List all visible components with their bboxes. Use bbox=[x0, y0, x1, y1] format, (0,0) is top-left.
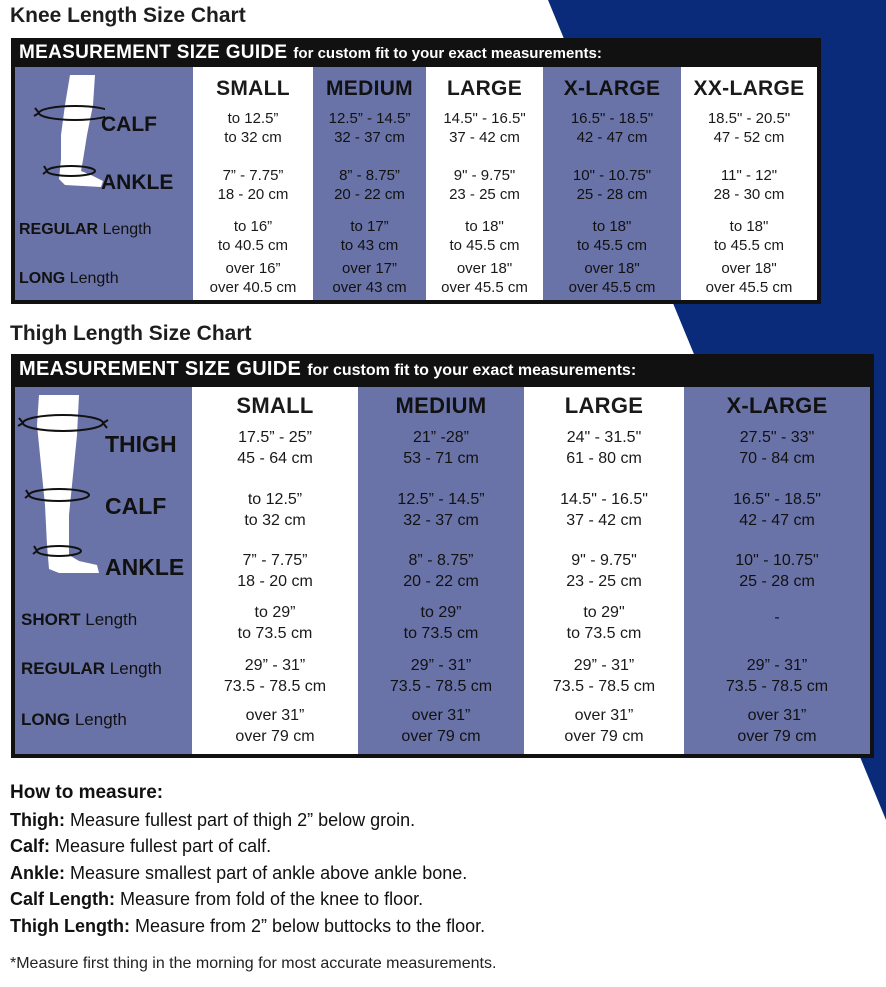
knee-regular-bold: REGULAR bbox=[19, 221, 99, 238]
knee-size-name: X-LARGE bbox=[563, 77, 661, 100]
thigh-size-name: X-LARGE bbox=[726, 393, 828, 418]
thigh-cell-long: over 31” over 79 cm bbox=[401, 707, 481, 745]
knee-label-column bbox=[15, 67, 193, 300]
thigh-cell-ankle: 9" - 9.75" 23 - 25 cm bbox=[566, 552, 642, 590]
knee-row-label-long bbox=[19, 270, 119, 288]
thigh-size-name: SMALL bbox=[236, 393, 314, 418]
thigh-row-label-short bbox=[21, 610, 137, 630]
knee-column-xx-large bbox=[681, 67, 817, 300]
thigh-cell-regular: 29” - 31” 73.5 - 78.5 cm bbox=[389, 657, 493, 695]
thigh-long-bold: LONG bbox=[21, 710, 71, 729]
knee-cell-regular: to 16” to 40.5 cm bbox=[217, 218, 289, 254]
knee-cell-ankle: 7” - 7.75” 18 - 20 cm bbox=[217, 167, 289, 203]
knee-regular-length-word: Length bbox=[102, 221, 152, 238]
knee-cell-regular: to 18" to 45.5 cm bbox=[449, 218, 520, 254]
thigh-cell-ankle: 7” - 7.75” 18 - 20 cm bbox=[237, 552, 313, 590]
thigh-cell-thigh: 17.5” - 25” 45 - 64 cm bbox=[237, 429, 313, 467]
knee-cell-ankle: 8” - 8.75” 20 - 22 cm bbox=[334, 167, 405, 203]
thigh-label-column bbox=[15, 387, 192, 754]
knee-size-name: MEDIUM bbox=[326, 77, 413, 100]
knee-size-name: SMALL bbox=[216, 77, 290, 100]
thigh-column-x-large bbox=[684, 387, 870, 754]
thigh-column-medium bbox=[358, 387, 524, 754]
knee-cell-long: over 17” over 43 cm bbox=[332, 260, 407, 296]
thigh-chart-title: Thigh Length Size Chart bbox=[10, 322, 252, 345]
thigh-chart-header bbox=[19, 358, 636, 381]
thigh-short-length-word: Length bbox=[85, 610, 138, 629]
thigh-header-main: MEASUREMENT SIZE GUIDE bbox=[19, 358, 302, 380]
thigh-row-label-regular bbox=[21, 659, 162, 679]
how-to-item: Ankle: Measure smallest part of ankle above ankle bone. bbox=[10, 862, 468, 883]
thigh-column-large bbox=[524, 387, 684, 754]
knee-column-small bbox=[193, 67, 313, 300]
thigh-long-length-word: Length bbox=[74, 710, 127, 729]
knee-column-large bbox=[426, 67, 543, 300]
how-to-item: Calf: Measure fullest part of calf. bbox=[10, 836, 272, 856]
thigh-cell-calf: 12.5” - 14.5” 32 - 37 cm bbox=[397, 491, 485, 529]
thigh-cell-thigh: 21” -28” 53 - 71 cm bbox=[403, 429, 479, 467]
thigh-leg-icon bbox=[17, 395, 113, 585]
knee-long-bold: LONG bbox=[19, 270, 66, 287]
knee-row-label-calf: CALF bbox=[101, 113, 157, 136]
footnote: *Measure first thing in the morning for most accurate measurements. bbox=[10, 955, 497, 972]
knee-cell-long: over 18" over 45.5 cm bbox=[441, 260, 528, 296]
knee-cell-calf: 14.5" - 16.5" 37 - 42 cm bbox=[443, 110, 526, 146]
thigh-cell-short: to 29” to 73.5 cm bbox=[237, 604, 313, 642]
knee-chart-title: Knee Length Size Chart bbox=[10, 4, 246, 27]
thigh-regular-bold: REGULAR bbox=[21, 659, 106, 678]
thigh-size-chart bbox=[11, 354, 874, 758]
thigh-cell-regular: 29” - 31” 73.5 - 78.5 cm bbox=[223, 657, 327, 695]
knee-cell-ankle: 10" - 10.75" 25 - 28 cm bbox=[572, 167, 652, 203]
knee-chart-header bbox=[19, 42, 602, 64]
how-to-item: Thigh Length: Measure from 2” below buttocks to the floor. bbox=[10, 915, 486, 936]
thigh-size-name: MEDIUM bbox=[395, 393, 487, 418]
knee-size-name: XX-LARGE bbox=[693, 77, 805, 100]
knee-cell-calf: 16.5" - 18.5" 42 - 47 cm bbox=[570, 110, 654, 146]
knee-cell-long: over 18" over 45.5 cm bbox=[568, 260, 656, 296]
knee-header-sub: for custom fit to your exact measurements: bbox=[293, 45, 602, 62]
knee-size-chart bbox=[11, 38, 821, 304]
knee-row-label-regular bbox=[19, 221, 152, 239]
thigh-header-sub: for custom fit to your exact measurements: bbox=[307, 362, 637, 379]
knee-long-length-word: Length bbox=[69, 270, 119, 287]
thigh-cell-regular: 29” - 31” 73.5 - 78.5 cm bbox=[725, 657, 829, 695]
thigh-row-label-calf: CALF bbox=[105, 493, 167, 519]
thigh-regular-length-word: Length bbox=[109, 659, 162, 678]
knee-size-name: LARGE bbox=[447, 77, 522, 100]
knee-column-x-large bbox=[543, 67, 681, 300]
thigh-size-name: LARGE bbox=[564, 393, 644, 418]
thigh-cell-calf: to 12.5” to 32 cm bbox=[244, 491, 306, 529]
knee-row-label-ankle: ANKLE bbox=[101, 171, 174, 194]
thigh-cell-short: to 29" to 73.5 cm bbox=[566, 604, 642, 642]
thigh-cell-ankle: 8” - 8.75” 20 - 22 cm bbox=[403, 552, 479, 590]
thigh-cell-ankle: 10" - 10.75" 25 - 28 cm bbox=[735, 552, 819, 590]
knee-column-medium bbox=[313, 67, 426, 300]
knee-leg-icon bbox=[25, 75, 105, 195]
how-to-item: Thigh: Measure fullest part of thigh 2” below groin. bbox=[10, 809, 416, 830]
thigh-cell-long: over 31” over 79 cm bbox=[564, 707, 644, 745]
knee-cell-calf: 18.5" - 20.5" 47 - 52 cm bbox=[707, 110, 791, 146]
how-to-measure bbox=[10, 780, 485, 939]
thigh-grid bbox=[15, 387, 870, 754]
knee-header-main: MEASUREMENT SIZE GUIDE bbox=[19, 42, 288, 63]
knee-cell-regular: to 18" to 45.5 cm bbox=[576, 218, 648, 254]
knee-cell-long: over 18" over 45.5 cm bbox=[705, 260, 793, 296]
knee-cell-regular: to 18" to 45.5 cm bbox=[713, 218, 785, 254]
thigh-row-label-ankle: ANKLE bbox=[105, 554, 185, 580]
thigh-cell-short: to 29” to 73.5 cm bbox=[403, 604, 479, 642]
thigh-cell-regular: 29” - 31” 73.5 - 78.5 cm bbox=[552, 657, 656, 695]
thigh-column-small bbox=[192, 387, 358, 754]
thigh-cell-thigh: 27.5" - 33" 70 - 84 cm bbox=[739, 429, 815, 467]
thigh-short-bold: SHORT bbox=[21, 610, 81, 629]
thigh-cell-calf: 14.5" - 16.5" 37 - 42 cm bbox=[560, 491, 648, 529]
thigh-cell-long: over 31” over 79 cm bbox=[737, 707, 817, 745]
thigh-cell-long: over 31” over 79 cm bbox=[235, 707, 315, 745]
thigh-row-label-thigh: THIGH bbox=[105, 431, 177, 457]
thigh-cell-thigh: 24" - 31.5" 61 - 80 cm bbox=[566, 429, 642, 467]
how-to-item: Calf Length: Measure from fold of the knee to floor. bbox=[10, 889, 424, 909]
thigh-cell-calf: 16.5" - 18.5" 42 - 47 cm bbox=[733, 491, 821, 529]
knee-cell-ankle: 9" - 9.75" 23 - 25 cm bbox=[449, 167, 520, 203]
thigh-row-label-long bbox=[21, 710, 127, 730]
knee-grid bbox=[15, 67, 817, 300]
thigh-cell-short: - bbox=[774, 609, 780, 626]
knee-cell-calf: to 12.5” to 32 cm bbox=[224, 110, 282, 146]
knee-cell-regular: to 17” to 43 cm bbox=[340, 218, 399, 254]
knee-cell-calf: 12.5” - 14.5” 32 - 37 cm bbox=[328, 110, 411, 146]
how-to-title: How to measure: bbox=[10, 782, 164, 803]
knee-cell-long: over 16” over 40.5 cm bbox=[209, 260, 297, 296]
knee-cell-ankle: 11" - 12" 28 - 30 cm bbox=[713, 167, 785, 203]
